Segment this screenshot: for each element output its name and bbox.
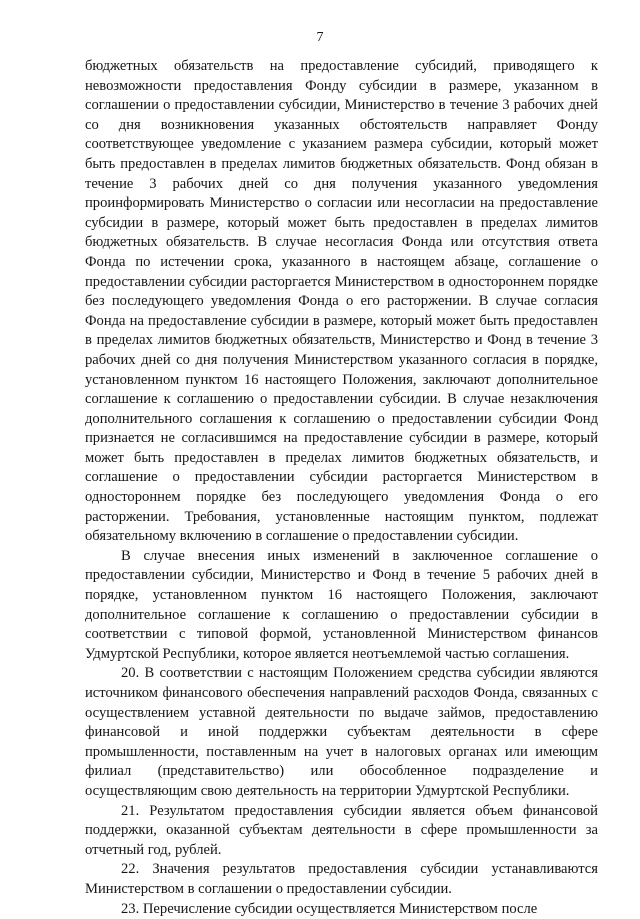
paragraph-clause-21: 21. Результатом предоставления субсидии является объем финансовой поддержки, оказанной субъектам деятельности в сфере промышленности за отчетный год, рублей.	[85, 802, 598, 858]
paragraph-amendment: В случае внесения иных изменений в заключенное соглашение о предоставлении субсидии, Министерство и Фонд в течение 5 рабочих дней в порядке, установленном пунктом 16 настоящего Положения, заключают дополнительное соглашение к соглашению о предоставлении субсидии в соответствии с типовой формой, установленной Министерством финансов Удмуртской Республики, которое является неотъемлемой частью соглашения.	[85, 547, 598, 662]
paragraph-clause-23: 23. Перечисление субсидии осуществляется Министерством после	[121, 900, 538, 917]
document-body	[85, 57, 598, 919]
paragraph-clause-20: 20. В соответствии с настоящим Положением средства субсидии являются источником финансового обеспечения направлений расходов Фонда, связанных с осуществлением уставной деятельности по выдаче займов, предоставлению финансовой и иной поддержки субъектам деятельности в сфере промышленности, поставленным на учет в налоговых органах или имеющим филиал (представительство) или обособленное подразделение и осуществляющим свою деятельность на территории Удмуртской Республики.	[85, 665, 598, 799]
page-number: 7	[316, 30, 324, 45]
paragraph-continuation: бюджетных обязательств на предоставление субсидий, приводящего к невозможности предоставления Фонду субсидии в размере, указанном в соглашении о предоставлении субсидии, Министерство в течение 3 рабочих дней со дня возникновения указанных обстоятельств направляет Фонду соответствующее уведомление с указанием размера субсидии, который может быть предоставлен в пределах лимитов бюджетных обязательств. Фонд обязан в течение 3 рабочих дней со дня получения указанного уведомления проинформировать Министерство о согласии или несогласии на предоставление субсидии в размере, который может быть предоставлен в пределах лимитов бюджетных обязательств. В случае несогласия Фонда или отсутствия ответа Фонда по истечении срока, указанного в настоящем абзаце, соглашение о предоставлении субсидии расторгается Министерством в одностороннем порядке без последующего уведомления Фонда о его расторжении. В случае согласия Фонда на предоставление субсидии в размере, который может быть предоставлен в пределах лимитов бюджетных обязательств, Министерство и Фонд в течение 3 рабочих дней со дня получения Министерством указанного согласия в порядке, установленном пунктом 16 настоящего Положения, заключают дополнительное соглашение к соглашению о предоставлении субсидии. В случае незаключения дополнительного соглашения к соглашению о предоставлении субсидии Фонд признается не согласившимся на предоставление субсидии в размере, который может быть предоставлен в пределах лимитов бюджетных обязательств, и соглашение о предоставлении субсидии расторгается Министерством в одностороннем порядке без последующего уведомления Фонда о его расторжении. Требования, установленные настоящим пунктом, подлежат обязательному включению в соглашение о предоставлении субсидии.	[85, 58, 598, 545]
paragraph-clause-22: 22. Значения результатов предоставления субсидии устанавливаются Министерством в соглашении о предоставлении субсидии.	[85, 861, 598, 897]
